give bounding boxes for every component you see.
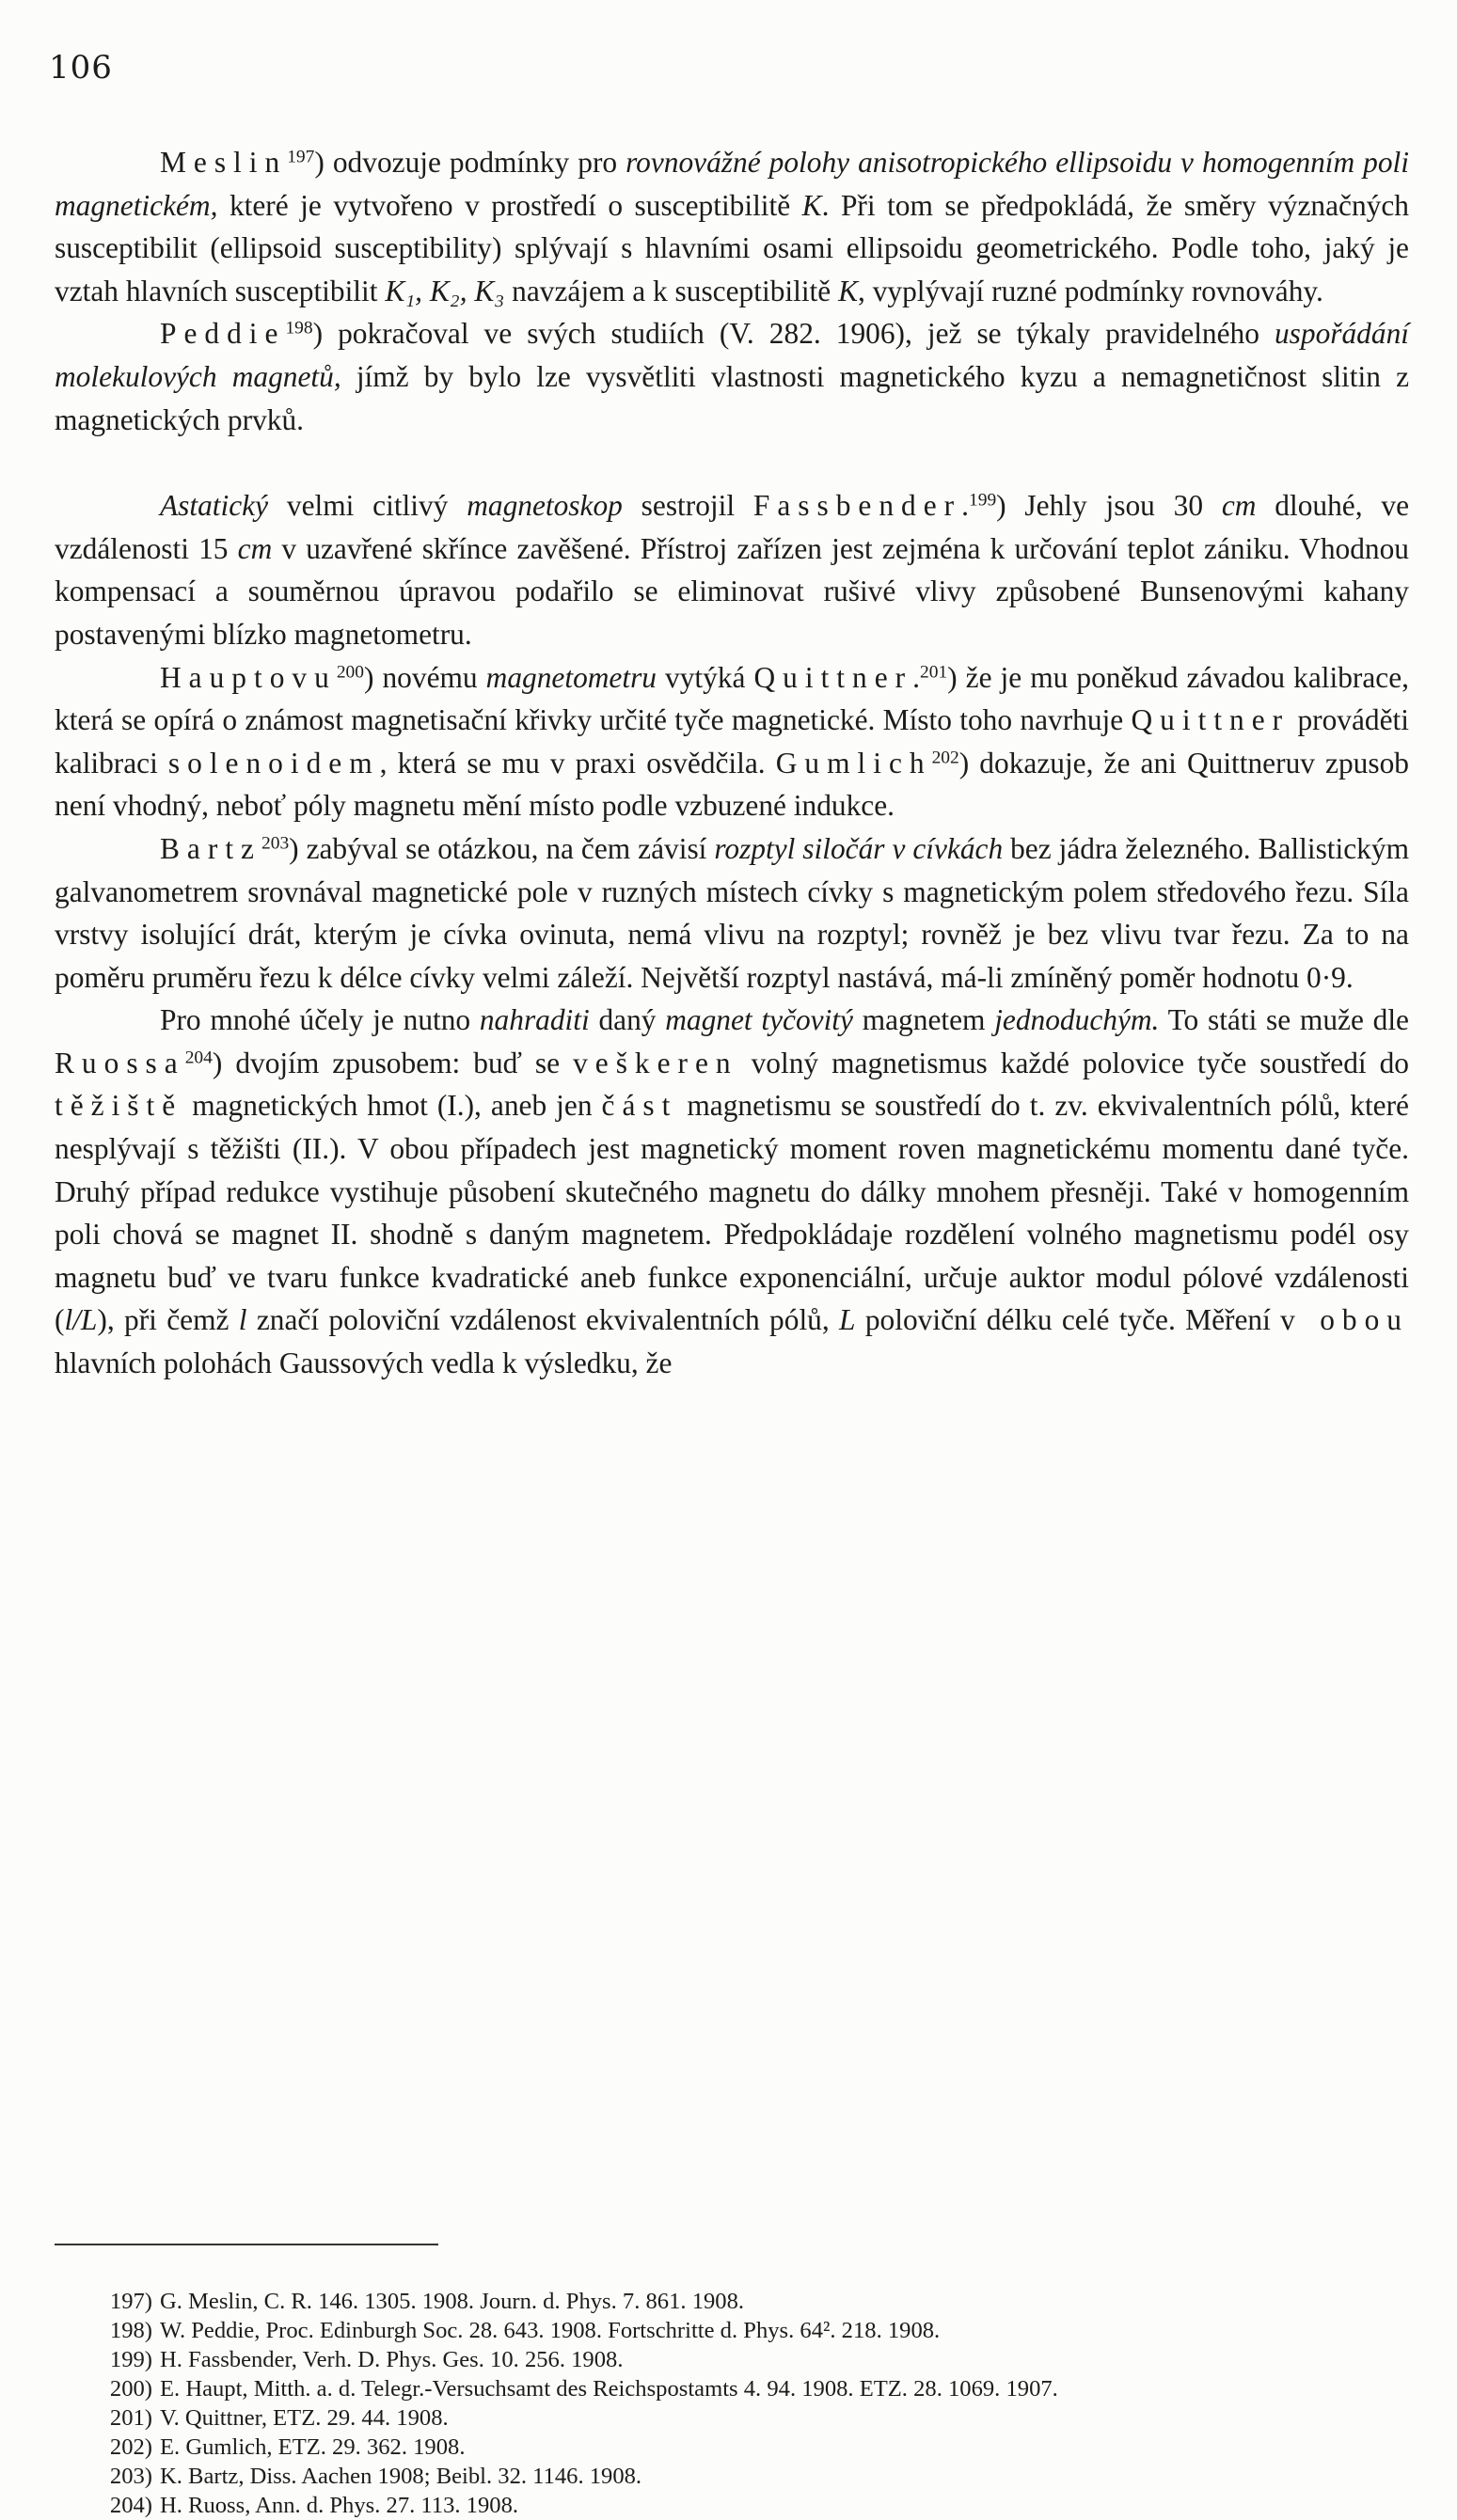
- footnote-ref: 198: [285, 318, 313, 339]
- italic-phrase: nahraditi: [479, 1003, 590, 1037]
- unit: cm: [1221, 489, 1257, 523]
- paragraph-bartz: [55, 827, 1409, 999]
- footnote-mark: 202): [109, 2434, 152, 2460]
- text-run: vytýká: [657, 660, 754, 694]
- footnote: [55, 2345, 1409, 2374]
- footnote-mark: 200): [109, 2376, 152, 2402]
- text-run: značí poloviční vzdálenost ekvivalentních pólů,: [246, 1303, 840, 1337]
- footnote-ref: 200: [336, 661, 364, 682]
- italic-phrase: magnetoskop: [467, 489, 623, 523]
- math-symbol: L: [839, 1303, 856, 1337]
- author-name: Gumlich: [775, 746, 932, 780]
- paragraph-meslin: [55, 141, 1409, 312]
- author-name: Peddie: [160, 317, 286, 351]
- text-run: ) odvozuje podmínky pro: [314, 146, 626, 179]
- footnote-divider: [55, 2244, 438, 2245]
- text-run: hlavních polohách Gaussových vedla k výsledku, že: [55, 1347, 673, 1380]
- body-text: [55, 141, 1409, 1385]
- author-name: Hauptovu: [160, 660, 337, 694]
- text-run: prováděti kalibraci: [55, 703, 1409, 780]
- footnote-text: E. Haupt, Mitth. a. d. Telegr.-Versuchsamt des Reichspostamts 4. 94. 1908. ETZ. 28. 1069. 1907.: [160, 2376, 1058, 2402]
- footnote-mark: 197): [109, 2289, 152, 2314]
- text-run: .: [961, 489, 969, 523]
- math-symbol: K: [801, 188, 822, 222]
- text-run: volný magnetismus každé polovice tyče soustředí do: [737, 1046, 1409, 1079]
- text-run: ) pokračoval ve svých studiích (V. 282. 1906), jež se týkaly pravidelného: [312, 317, 1275, 351]
- spaced-word: část: [601, 1089, 678, 1123]
- text-run: daný: [589, 1003, 666, 1037]
- italic-phrase: rozptyl siločár v cívkách: [714, 831, 1004, 865]
- text-run: .: [912, 660, 920, 694]
- footnote-mark: 199): [109, 2347, 152, 2372]
- text-run: navzájem a k susceptibilitě: [504, 274, 839, 307]
- text-run: ) dokazuje, že ani Quittneruv zpusob není vhodný, neboť póly magnetu mění místo podle vzbuzené indukce.: [55, 746, 1409, 823]
- footnote-ref: 204: [184, 1047, 213, 1068]
- math-symbols: l/L: [64, 1303, 98, 1337]
- text-run: , vyplývají ruzné podmínky rovnováhy.: [858, 274, 1323, 307]
- math-symbol: K: [838, 274, 858, 307]
- text-run: ) zabýval se otázkou, na čem závisí: [289, 831, 715, 865]
- footnote: [55, 2462, 1409, 2491]
- paragraph-ruoss: [55, 999, 1409, 1384]
- italic-phrase: rovnovážné polohy anisotropického ellipsoidu v homogenním poli magnetickém,: [55, 146, 1409, 222]
- math-symbol: l: [238, 1303, 247, 1337]
- text-run: To státi se muže dle: [1159, 1003, 1409, 1037]
- footnote-text: G. Meslin, C. R. 146. 1305. 1908. Journ. d. Phys. 7. 861. 1908.: [160, 2289, 745, 2314]
- text-run: sestrojil: [622, 489, 753, 523]
- italic-phrase: Astatický: [160, 489, 269, 523]
- footnote: [55, 2491, 1409, 2520]
- footnote-text: H. Fassbender, Verh. D. Phys. Ges. 10. 256. 1908.: [160, 2347, 624, 2372]
- author-name: Meslin: [160, 146, 288, 179]
- text-run: magnetismu se soustředí do t. zv. ekvivalentních pólů, které nesplývají s těžišti (II.). V obou případech jest magnetický moment roven magnetickému momentu dané tyče. Druhý případ redukce vystihuje působení skutečného magnetu do dálky mnohem přesněji. Také v homogenním poli chová se magnet II. shodně s daným magnetem. Předpokládaje rozdělení volného magnetismu podél osy magnetu buď ve tvaru funkce kvadratické aneb funkce exponenciální, určuje auktor modul pólové vzdálenosti (: [55, 1089, 1409, 1337]
- text-run: ) Jehly jsou 30: [996, 489, 1222, 523]
- footnote: [55, 2374, 1409, 2403]
- italic-phrase: uspořádání molekulových magnetů,: [55, 317, 1409, 393]
- unit: cm: [237, 531, 273, 565]
- text-run: magnetických hmot (I.), aneb jen: [182, 1089, 602, 1123]
- text-run: které je vytvořeno v prostředí o susceptibilitě: [217, 188, 802, 222]
- text-run: jímž by bylo lze vysvětliti vlastnosti magnetického kyzu a nemagnetičnost slitin z magnetických prvků.: [55, 359, 1409, 436]
- footnote-text: H. Ruoss, Ann. d. Phys. 27. 113. 1908.: [160, 2493, 519, 2518]
- author-name: Ruossa: [55, 1046, 185, 1079]
- footnote-text: K. Bartz, Diss. Aachen 1908; Beibl. 32. 1146. 1908.: [160, 2464, 642, 2489]
- footnote-mark: 198): [109, 2318, 152, 2343]
- italic-phrase: magnetometru: [485, 660, 657, 694]
- footnote-ref: 201: [919, 661, 948, 682]
- text-run: . Při tom se předpokládá, že směry význačných susceptibilit (ellipsoid susceptibility) splývají s hlavními osami ellipsoidu geometrického. Podle toho, jaký je vztah hlavních susceptibilit: [55, 188, 1409, 307]
- text-run: dlouhé, ve vzdálenosti 15: [55, 489, 1410, 565]
- footnote-text: E. Gumlich, ETZ. 29. 362. 1908.: [160, 2434, 466, 2460]
- footnotes: [55, 2287, 1409, 2520]
- spaced-word: v obou: [1280, 1303, 1409, 1337]
- text-run: magnetem: [852, 1003, 995, 1037]
- italic-phrase: jednoduchým.: [994, 1003, 1160, 1037]
- paragraph-fassbender: [55, 484, 1409, 655]
- text-run: Pro mnohé účely je nutno: [160, 1003, 480, 1037]
- footnote-mark: 204): [109, 2493, 152, 2518]
- spaced-word: solenoidem: [167, 746, 380, 780]
- text-run: ) dvojím zpusobem: buď se: [212, 1046, 574, 1079]
- text-run: velmi citlivý: [268, 489, 467, 523]
- math-symbols: K₁, K₂, K₃: [385, 274, 505, 307]
- text-run: ) že je mu poněkud závadou kalibrace, která se opírá o známost magnetisační křivky určité tyče magnetické. Místo toho navrhuje: [55, 660, 1409, 737]
- author-name: Fassbender: [752, 489, 962, 523]
- paragraph-haupt: [55, 656, 1409, 827]
- footnote-text: W. Peddie, Proc. Edinburgh Soc. 28. 643. 1908. Fortschritte d. Phys. 64². 218. 1908.: [160, 2318, 941, 2343]
- italic-phrase: magnet tyčovitý: [665, 1003, 853, 1037]
- footnote-ref: 202: [931, 748, 959, 768]
- text-run: v uzavřené skřínce zavěšené. Přístroj zařízen jest zejména k určování teplot zániku. Vhodnou kompensací a souměrnou úpravou podařilo se eliminovat rušivé vlivy způsobené Bunsenovými kahany postavenými blízko magnetometru.: [55, 531, 1410, 651]
- author-name: Quittner: [1131, 703, 1291, 737]
- author-name: Bartz: [160, 831, 261, 865]
- paragraph-peddie: [55, 312, 1409, 441]
- footnote-ref: 199: [968, 490, 997, 511]
- footnote-mark: 201): [109, 2405, 152, 2431]
- text-run: ), při čemž: [97, 1303, 239, 1337]
- footnote: [55, 2316, 1409, 2345]
- footnote: [55, 2287, 1409, 2316]
- text-run: , která se mu v praxi osvědčila.: [379, 746, 776, 780]
- page-number: 106: [49, 49, 113, 87]
- footnote-ref: 203: [261, 833, 290, 854]
- text-run: poloviční délku celé tyče. Měření: [855, 1303, 1281, 1337]
- spaced-word: těžiště: [55, 1089, 183, 1123]
- footnote-ref: 197: [287, 147, 315, 167]
- footnote: [55, 2433, 1409, 2462]
- text-run: ) novému: [364, 660, 486, 694]
- footnote-text: V. Quittner, ETZ. 29. 44. 1908.: [160, 2405, 449, 2431]
- author-name: Quittner: [753, 660, 913, 694]
- footnote: [55, 2403, 1409, 2433]
- spaced-word: veškeren: [573, 1046, 738, 1079]
- footnote-mark: 203): [109, 2464, 152, 2489]
- text-run: bez jádra železného. Ballistickým galvanometrem srovnával magnetické pole v ruzných místech cívky s magnetickým polem středového řezu. Síla vrstvy isolující drát, kterým je cívka ovinuta, nemá vlivu na rozptyl; rovněž je bez vlivu tvar řezu. Za to na poměru pruměru řezu k délce cívky velmi záleží. Největší rozptyl nastává, má-li zmíněný poměr hodnotu 0·9.: [55, 831, 1409, 994]
